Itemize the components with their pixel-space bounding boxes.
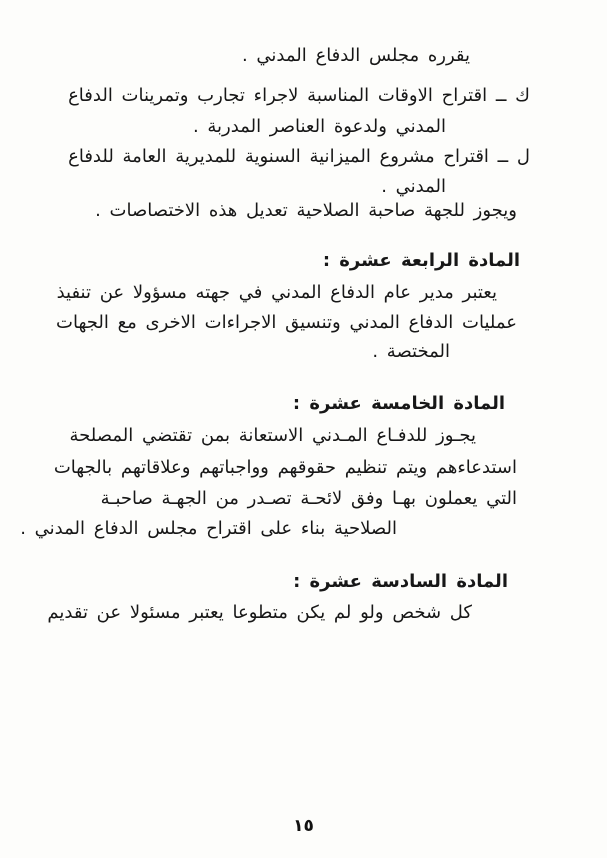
article-14-line-3: المختصة . [372, 341, 450, 362]
article-15-line-3: التي يعملون بهـا وفق لائحـة تصـدر من الجهـة صاحبـة [100, 488, 517, 509]
article-15-line-2: استدعاءهم ويتم تنظيم حقوقهم وواجباتهم وعلاقاتهم بالجهات [53, 457, 517, 478]
article-14-line-1: يعتبر مدير عام الدفاع المدني في جهته مسؤولا عن تنفيذ [56, 282, 497, 303]
article-15-line-1: يجـوز للدفـاع المـدني الاستعانة بمن تقتضي المصلحة [69, 425, 476, 446]
list-item-l-line-1: ل ــ اقتراح مشروع الميزانية السنوية للمديرية العامة للدفاع [68, 146, 530, 167]
article-14-line-2: عمليات الدفاع المدني وتنسيق الاجراءات الاخرى مع الجهات [56, 312, 517, 333]
list-item-l-line-2: المدني . [381, 176, 446, 197]
continuation-line: يقرره مجلس الدفاع المدني . [241, 45, 470, 66]
article-14-heading: المادة الرابعة عشرة : [322, 250, 520, 271]
article-16-heading: المادة السادسة عشرة : [293, 571, 508, 592]
list-item-k-line-1: ك ــ اقتراح الاوقات المناسبة لاجراء تجارب وتمرينات الدفاع [68, 85, 530, 106]
article-15-heading: المادة الخامسة عشرة : [292, 393, 505, 414]
article-16-line-1: كل شخص ولو لم يكن متطوعا يعتبر مسئولا عن تقديم [47, 602, 472, 623]
page-number: ١٥ [293, 816, 314, 836]
list-item-k-line-2: المدني ولدعوة العناصر المدربة . [192, 116, 446, 137]
article-15-line-4: الصلاحية بناء على اقتراح مجلس الدفاع المدني . [20, 518, 397, 539]
continuation-closing-line: ويجوز للجهة صاحبة الصلاحية تعديل هذه الاختصاصات . [95, 200, 517, 221]
